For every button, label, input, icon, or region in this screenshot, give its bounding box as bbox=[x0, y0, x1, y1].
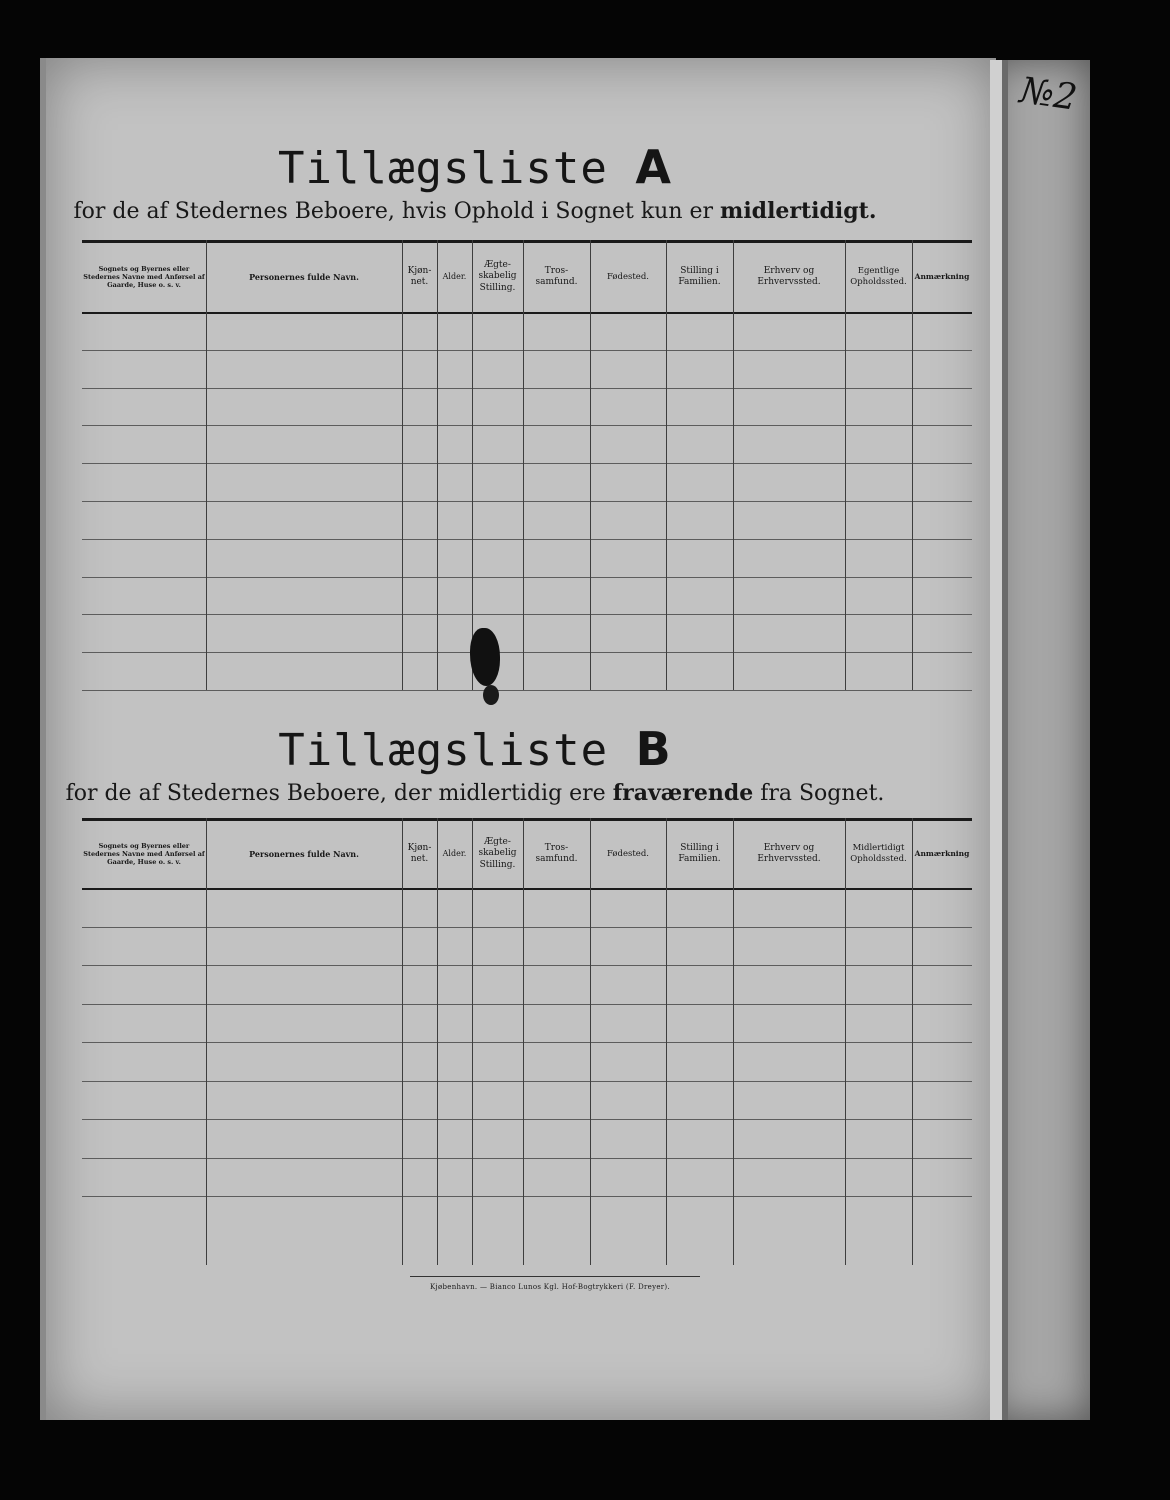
section-a-subtitle-bold: midlertidigt. bbox=[720, 198, 877, 224]
section-b-letter: B bbox=[635, 722, 672, 776]
column-header: Sognets og Byernes eller Stedernes Navne med Anførsel af Gaarde, Huse o. s. v. bbox=[83, 841, 205, 867]
section-b-table bbox=[82, 818, 972, 1268]
section-a-title-text: Tillægsliste bbox=[278, 143, 608, 194]
column-header: Kjøn-net. bbox=[407, 842, 432, 864]
column-header: Sognets og Byernes eller Stedernes Navne med Anførsel af Gaarde, Huse o. s. v. bbox=[83, 264, 205, 290]
table-row-rule bbox=[82, 350, 972, 351]
column-header: Stilling i Familien. bbox=[678, 842, 721, 864]
column-header: Erhverv og Erhvervssted. bbox=[757, 265, 821, 287]
ink-blot bbox=[483, 685, 499, 705]
column-header: Tros-samfund. bbox=[535, 842, 578, 864]
table-row-rule bbox=[82, 539, 972, 540]
page-number: №2 bbox=[1017, 70, 1080, 119]
section-b-title-text: Tillægsliste bbox=[278, 725, 609, 776]
table-row-rule bbox=[82, 388, 972, 389]
table-row-rule bbox=[82, 1158, 972, 1159]
column-header: Stilling i Familien. bbox=[678, 265, 721, 287]
table-row-rule bbox=[82, 463, 972, 464]
section-b-subtitle bbox=[0, 780, 950, 806]
printer-imprint: Kjøbenhavn. — Bianco Lunos Kgl. Hof-Bogtrykkeri (F. Dreyer). bbox=[430, 1283, 670, 1291]
table-header-rule bbox=[82, 888, 972, 890]
table-row-rule bbox=[82, 965, 972, 966]
column-header: Midlertidigt Opholdssted. bbox=[850, 843, 907, 864]
column-header: Tros-samfund. bbox=[535, 265, 578, 287]
section-b-subtitle-bold: fraværende bbox=[612, 780, 754, 806]
section-a-letter: A bbox=[635, 140, 672, 194]
column-header: Egentlige Opholdssted. bbox=[850, 266, 907, 287]
column-header: Alder. bbox=[442, 272, 467, 281]
table-row-rule bbox=[82, 1042, 972, 1043]
table-row-rule bbox=[82, 652, 972, 653]
column-header: Erhverv og Erhvervssted. bbox=[757, 842, 821, 864]
table-row-rule bbox=[82, 1004, 972, 1005]
column-header: Ægte-skabelig Stilling. bbox=[478, 837, 517, 870]
section-a-table bbox=[82, 240, 972, 690]
table-row-rule bbox=[82, 690, 972, 691]
column-header: Personernes fulde Navn. bbox=[249, 849, 359, 859]
column-header: Kjøn-net. bbox=[407, 265, 432, 287]
table-row-rule bbox=[82, 614, 972, 615]
table-row-rule bbox=[82, 1196, 972, 1197]
table-row-rule bbox=[82, 577, 972, 578]
table-row-rule bbox=[82, 501, 972, 502]
section-a-title bbox=[0, 140, 950, 194]
column-header: Fødested. bbox=[607, 848, 649, 859]
column-header: Anmærkning bbox=[914, 272, 970, 282]
table-row-rule bbox=[82, 1081, 972, 1082]
column-header: Fødested. bbox=[607, 271, 649, 282]
section-b-subtitle-text: for de af Stedernes Beboere, der midlertidig ere bbox=[65, 781, 606, 806]
section-b-title bbox=[0, 722, 950, 776]
ink-blot bbox=[470, 628, 500, 686]
section-a-subtitle-text: for de af Stedernes Beboere, hvis Ophold i Sognet kun er bbox=[73, 199, 714, 224]
section-a-subtitle bbox=[0, 198, 950, 224]
column-header: Alder. bbox=[442, 849, 467, 858]
table-row-rule bbox=[82, 1119, 972, 1120]
table-row-rule bbox=[82, 927, 972, 928]
table-header-rule bbox=[82, 312, 972, 314]
footer-rule bbox=[410, 1276, 700, 1277]
table-row-rule bbox=[82, 425, 972, 426]
section-b-subtitle-end: fra Sognet. bbox=[760, 781, 885, 806]
facing-page-edge bbox=[990, 60, 1090, 1420]
column-header: Personernes fulde Navn. bbox=[249, 272, 359, 282]
column-header: Anmærkning bbox=[914, 849, 970, 859]
column-header: Ægte-skabelig Stilling. bbox=[478, 260, 517, 293]
